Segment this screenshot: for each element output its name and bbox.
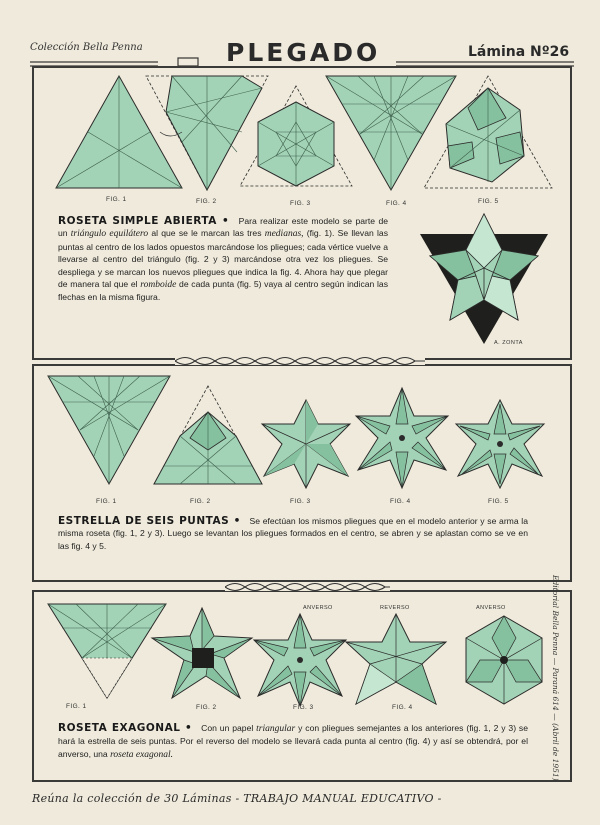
page-title: PLEGADO: [226, 38, 381, 67]
braid-divider-1: [175, 354, 425, 368]
s1-fig1-label: FIG. 1: [106, 196, 127, 203]
section-1-heading: ROSETA SIMPLE ABIERTA •: [58, 215, 230, 227]
s2-fig5-star: [450, 398, 550, 490]
s3-term-2: roseta exagonal.: [110, 749, 174, 760]
s1-fig2-label: FIG. 2: [196, 198, 217, 205]
s1-fig5-label: FIG. 5: [478, 198, 499, 205]
s1-term-1: triángulo equilátero: [70, 229, 149, 240]
s1-text-d: de cada punta (fig. 5) vaya al centro según indican las flechas en la misma figura.: [58, 279, 389, 303]
plate-number: Lámina Nº26: [468, 44, 570, 60]
s2-text: Se efectúan los mismos pliegues que en el modelo anterior y se arma la misma roseta (fig. 1, 2 y 3). Luego se levantan los pliegues formados en el centro, se abren y se aplastan como se ve en las fig. 4 y 5.: [58, 516, 528, 551]
s3-fig3-star: [250, 612, 350, 708]
s3-fig2-star: [148, 606, 256, 702]
s3-label-anverso-1: ANVERSO: [303, 605, 333, 611]
s2-fig2-folding: [150, 382, 266, 490]
s3-text-a: Con un papel: [201, 723, 254, 733]
s3-label-anverso-2: ANVERSO: [476, 605, 506, 611]
section-3-description: [58, 722, 528, 761]
s2-fig5-label: FIG. 5: [488, 498, 509, 505]
section-2-description: [58, 515, 528, 552]
s2-fig2-label: FIG. 2: [190, 498, 211, 505]
s3-label-reverso: REVERSO: [380, 605, 410, 611]
s1-fig3-label: FIG. 3: [290, 200, 311, 207]
publisher-side-caption: Editorial Bella Penna — Paraná 614 — (Abril de 1951): [551, 575, 560, 781]
s3-text-b: y con pliegues semejantes a los anteriores (fig. 1, 2 y 3) se hará la estrella de seis puntas. Por el reverso del modelo se llevará cada punta al centro (fig. 4) y así se obtendrá, por el anverso, una: [58, 723, 529, 759]
s1-fig4-label: FIG. 4: [386, 200, 407, 207]
s2-fig4-star: [350, 386, 454, 490]
section-1-description: [58, 215, 388, 304]
s1-term-2: medianas,: [264, 229, 304, 240]
s2-fig1-label: FIG. 1: [96, 498, 117, 505]
s3-fig1-label: FIG. 1: [66, 703, 87, 710]
s3-fig4-star: [344, 612, 448, 708]
section-3-heading: ROSETA EXAGONAL •: [58, 722, 193, 734]
s3-fig2-label: FIG. 2: [196, 704, 217, 711]
s1-finished-roseta: [414, 210, 554, 348]
s1-text-a: Para realizar este modelo se parte de un: [58, 216, 389, 239]
braid-divider-2: [225, 580, 390, 594]
s2-fig4-label: FIG. 4: [390, 498, 411, 505]
s3-hexagonal-roseta: [458, 614, 550, 706]
s3-fig3-label: FIG. 3: [293, 704, 314, 711]
s1-fig5-folding: [420, 72, 556, 196]
artist-signature: A. ZONTA: [494, 340, 523, 346]
s3-fig4-label: FIG. 4: [392, 704, 413, 711]
s3-term-1: triangular: [256, 724, 296, 734]
s1-text-b: al que se le marcan las tres: [151, 228, 262, 239]
section-2-heading: ESTRELLA DE SEIS PUNTAS •: [58, 515, 241, 527]
s1-text-c: (fig. 1). Se llevan las puntas al centro de los lados opuestos marcándose los pliegues; cada vértice vuelve a llevarse al centro del triángulo (fig. 2 y 3) marcándose otra vez los pliegues. Se despliega y se marcan los nuevos pliegues que indica la fig. 4. Ahora hay que plegar de manera tal que el: [58, 228, 389, 290]
brand-logo: Colección Bella Penna: [30, 42, 143, 53]
s1-term-3: romboide: [140, 280, 177, 291]
s2-fig3-label: FIG. 3: [290, 498, 311, 505]
s2-fig3-star: [256, 398, 356, 490]
footer-collection-note: Reúna la colección de 30 Láminas - TRABAJO MANUAL EDUCATIVO -: [32, 792, 442, 805]
